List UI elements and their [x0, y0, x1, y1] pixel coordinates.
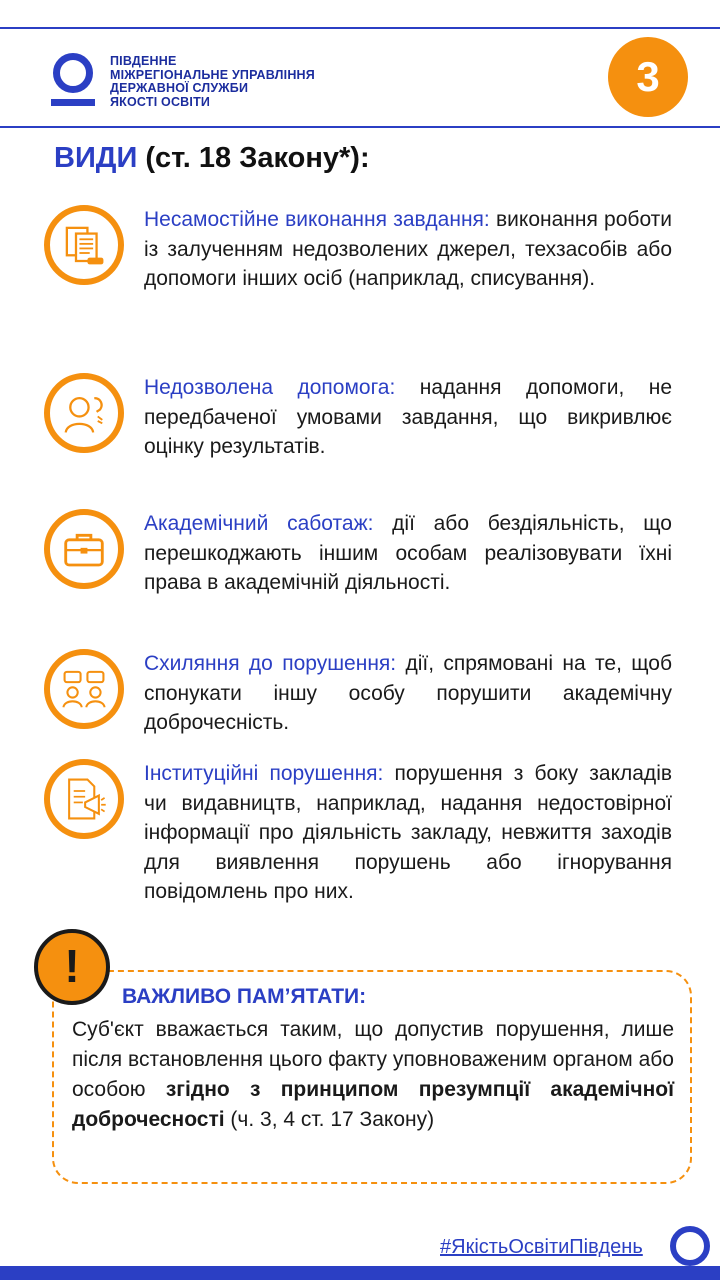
top-divider	[0, 27, 720, 29]
org-name-line: МІЖРЕГІОНАЛЬНЕ УПРАВЛІННЯ	[110, 67, 315, 82]
org-name	[110, 55, 315, 109]
item-description: дії, спрямовані на те, щоб спонукати іншу особу порушити академічну доброчесність.	[144, 652, 672, 735]
note-text-part: Суб'єкт вважається таким, що допустив порушення, лише після встановлення цього факту уповноваженим органом або особою	[72, 1018, 674, 1101]
item-text	[144, 759, 672, 907]
note-title: ВАЖЛИВО ПАМ’ЯТАТИ:	[122, 985, 367, 1008]
bottom-bar	[0, 1266, 720, 1280]
org-name-line: ДЕРЖАВНОЇ СЛУЖБИ	[110, 81, 249, 95]
hashtag-link[interactable]: #ЯкістьОсвітиПівдень	[440, 1236, 643, 1258]
page-number-badge: 3	[608, 37, 688, 117]
item-description: дії або бездіяльність, що перешкоджають іншим особам реалізовувати їхні права в академічній діяльності.	[144, 512, 672, 595]
item-term: Несамостійне виконання завдання:	[144, 208, 490, 231]
item-text	[144, 373, 672, 462]
persuasion-dialog-icon	[44, 649, 124, 729]
item-text	[144, 509, 672, 598]
exclamation-icon: !	[34, 929, 110, 1005]
item-term: Схиляння до порушення:	[144, 652, 397, 675]
header-divider	[0, 126, 720, 128]
logo-icon	[50, 52, 96, 108]
item-description: виконання роботи із залученням недозволених джерел, техзасобів або допомоги інших осіб (наприклад, списування).	[144, 208, 673, 291]
item-text	[144, 205, 672, 294]
page-title	[54, 142, 370, 175]
title-accent: ВИДИ	[54, 142, 138, 174]
item-term: Інституційні порушення:	[144, 762, 384, 785]
item-description: надання допомоги, не передбаченої умовами завдання, що викривлює оцінку результатів.	[144, 376, 672, 459]
logo-icon	[670, 1226, 710, 1266]
document-copy-icon	[44, 205, 124, 285]
note-text	[72, 1015, 674, 1135]
note-text-part: (ч. 3, 4 ст. 17 Закону)	[224, 1108, 435, 1131]
item-term: Академічний саботаж:	[144, 512, 374, 535]
note-text-bold: згідно з принципом презумпції академічної доброчесності	[72, 1078, 674, 1131]
item-term: Недозволена допомога:	[144, 376, 396, 399]
item-text	[144, 649, 672, 738]
title-rest: (ст. 18 Закону*):	[137, 142, 370, 174]
org-name-line: ПІВДЕННЕ	[110, 54, 177, 68]
prompting-person-icon	[44, 373, 124, 453]
briefcase-icon	[44, 509, 124, 589]
org-name-line: ЯКОСТІ ОСВІТИ	[110, 94, 211, 109]
item-description: порушення з боку закладів чи видавництв, наприклад, надання недостовірної інформації про діяльність закладу, невжиття заходів для виявлення порушень або ігнорування повідомлень про них.	[144, 762, 673, 904]
megaphone-document-icon	[44, 759, 124, 839]
